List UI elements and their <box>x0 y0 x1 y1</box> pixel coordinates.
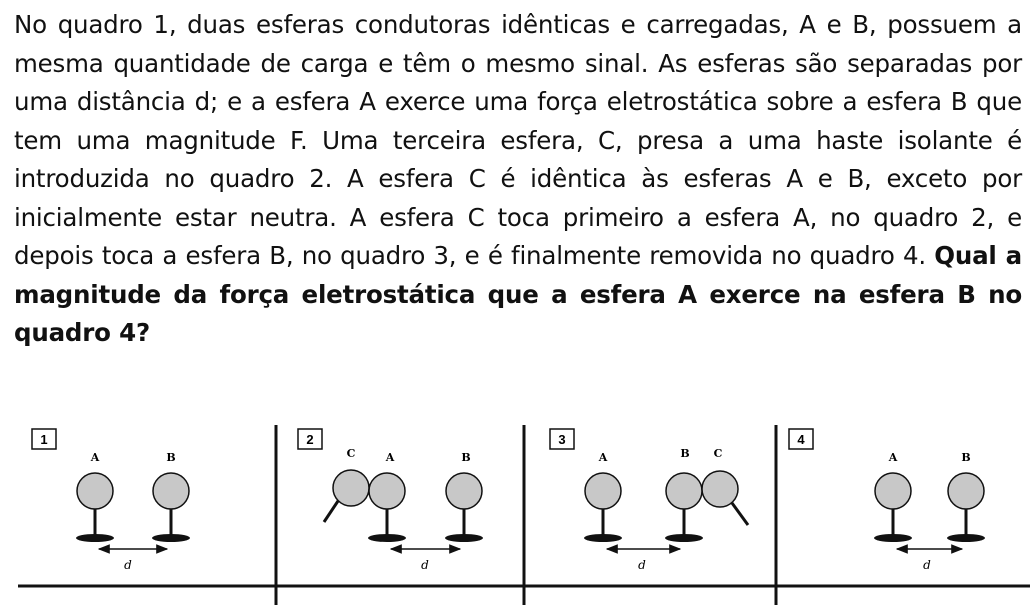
panel-3-distance-label: d <box>638 558 646 572</box>
question-body: No quadro 1, duas esferas condutoras idênticas e carregadas, A e B, possuem a mesma quantidade de carga e têm o mesmo sinal. As esferas são separadas por uma distância d; e a esfera A exerce uma força eletrostática sobre a esfera B que tem uma magnitude F. Uma terceira esfera, C, presa a uma haste isolante é introduzida no quadro 2. A esfera C é idêntica às esferas A e B, exceto por inicialmente estar neutra. A esfera C toca primeiro a esfera A, no quadro 2, e depois toca a esfera B, no quadro 3, e é finalmente removida no quadro 4. <box>14 10 1022 270</box>
panel-1-sphere-b <box>152 473 190 542</box>
panel-4-distance-label: d <box>923 558 931 572</box>
panel-4-sphere-a <box>874 473 912 542</box>
panel-1 <box>32 429 190 572</box>
panel-2-distance-label: d <box>421 558 429 572</box>
panel-4-label-a: A <box>888 451 898 464</box>
panel-1-label-a: A <box>90 451 100 464</box>
figure-four-panels <box>0 415 1035 615</box>
panel-3-number: 3 <box>558 432 566 447</box>
panel-4 <box>789 429 985 572</box>
panel-2 <box>298 429 483 572</box>
panel-4-label-b: B <box>961 451 971 464</box>
panel-1-distance-label: d <box>124 558 132 572</box>
panel-1-number: 1 <box>40 432 48 447</box>
panel-2-sphere-c <box>324 470 369 522</box>
panel-3-label-a: A <box>598 451 608 464</box>
panel-4-number: 4 <box>797 432 805 447</box>
panel-2-label-b: B <box>461 451 471 464</box>
figure-svg <box>0 415 1035 615</box>
panel-1-label-b: B <box>166 451 176 464</box>
panel-1-sphere-a <box>76 473 114 542</box>
panel-3-sphere-c <box>702 471 748 525</box>
panel-3-label-b: B <box>680 447 690 460</box>
panel-2-number: 2 <box>306 432 314 447</box>
panel-2-sphere-b <box>445 473 483 542</box>
panel-4-sphere-b <box>947 473 985 542</box>
question-prompt: Qual a magnitude da força eletrostática que a esfera A exerce na esfera B no quadro 4? <box>14 241 1022 347</box>
panel-3-label-c: C <box>713 447 723 460</box>
question-text <box>14 6 1022 353</box>
panel-3-sphere-b <box>665 473 703 542</box>
panel-3-sphere-a <box>584 473 622 542</box>
panel-2-sphere-a <box>368 473 406 542</box>
panel-2-label-c: C <box>346 447 356 460</box>
panel-3 <box>550 429 748 572</box>
panel-2-label-a: A <box>385 451 395 464</box>
